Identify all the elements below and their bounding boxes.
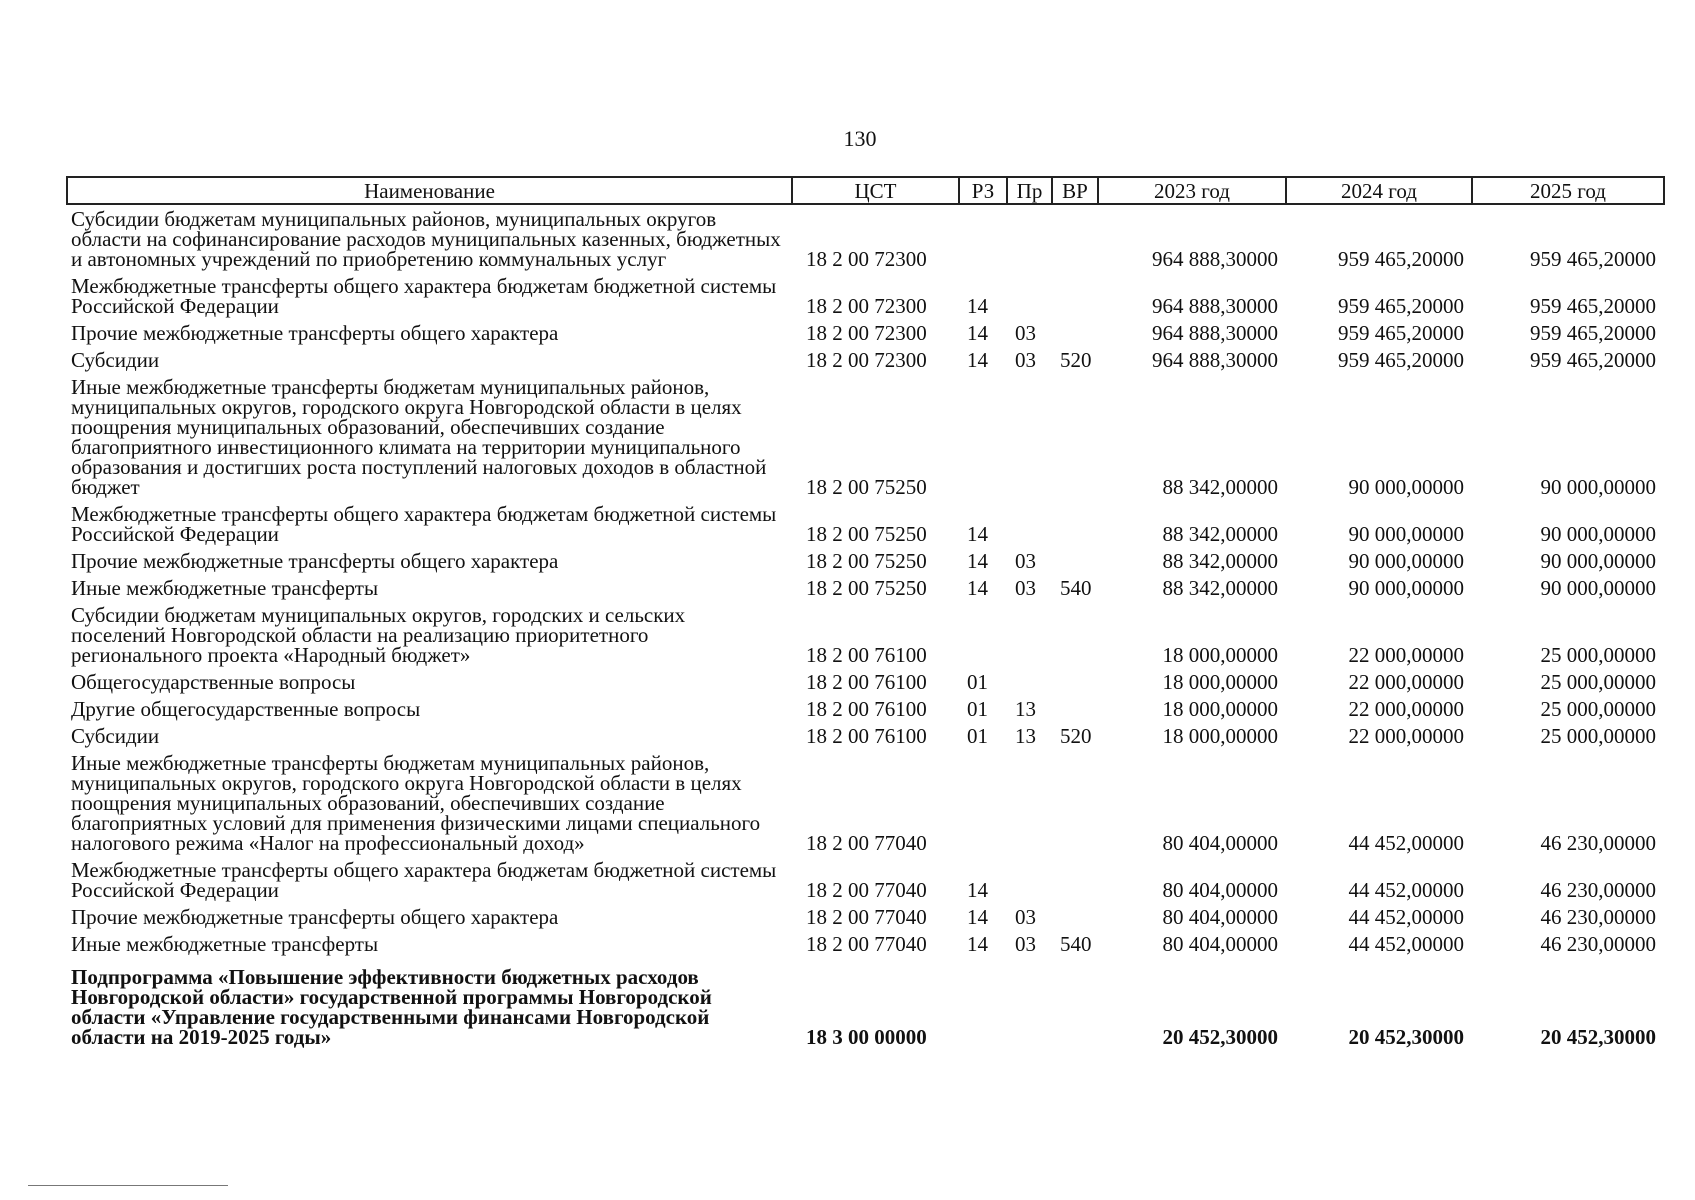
cell-2024: 959 465,20000 [1338,247,1464,271]
cell-2024: 22 000,00000 [1348,643,1464,667]
cell-rz: 14 [967,932,988,956]
cell-name: Прочие межбюджетные трансферты общего характера [71,905,559,929]
table-header [67,177,1664,204]
cell-vr [1052,272,1098,319]
cell-2025: 46 230,00000 [1540,878,1656,902]
cell-cst: 18 2 00 72300 [806,348,927,372]
cell-2023: 20 452,30000 [1162,1025,1278,1049]
cell-pr [1007,601,1052,668]
cell-vr [1052,373,1098,500]
cell-name: Другие общегосударственные вопросы [71,697,421,721]
cell-2025: 959 465,20000 [1530,247,1656,271]
cell-2024: 44 452,00000 [1348,905,1464,929]
cell-2024: 959 465,20000 [1338,294,1464,318]
cell-rz [959,957,1007,1050]
page-number: 130 [843,126,877,151]
table-row [67,856,1664,903]
cell-cst: 18 2 00 75250 [806,549,927,573]
cell-2024: 959 465,20000 [1338,348,1464,372]
cell-2025: 25 000,00000 [1540,643,1656,667]
cell-name: Межбюджетные трансферты общего характера бюджетам бюджетной системы Российской Федерации [71,502,777,546]
cell-2024: 20 452,30000 [1348,1025,1464,1049]
footer-rule [28,1185,228,1186]
cell-name: Субсидии [71,348,160,372]
cell-pr [1007,373,1052,500]
cell-pr: 13 [1015,724,1036,748]
cell-2024: 44 452,00000 [1348,932,1464,956]
table-row [67,930,1664,957]
cell-2025: 959 465,20000 [1530,348,1656,372]
cell-cst: 18 2 00 72300 [806,294,927,318]
cell-name: Субсидии бюджетам муниципальных округов, городских и сельских поселений Новгородской области на реализацию приоритетного регионального проекта «Народный бюджет» [71,603,686,667]
cell-cst: 18 2 00 77040 [806,878,927,902]
cell-pr [1007,272,1052,319]
cell-vr [1052,903,1098,930]
table-row [67,547,1664,574]
cell-2025: 25 000,00000 [1540,724,1656,748]
cell-rz [959,601,1007,668]
cell-2023: 964 888,30000 [1152,321,1278,345]
table-row [67,346,1664,373]
cell-cst: 18 3 00 00000 [806,1025,927,1049]
cell-pr: 03 [1015,348,1036,372]
cell-rz: 01 [967,697,988,721]
cell-rz [959,373,1007,500]
cell-2023: 80 404,00000 [1162,932,1278,956]
cell-cst: 18 2 00 75250 [806,576,927,600]
cell-pr: 03 [1015,576,1036,600]
cell-2025: 25 000,00000 [1540,697,1656,721]
cell-vr [1052,500,1098,547]
table-body [67,204,1664,1050]
cell-cst: 18 2 00 77040 [806,905,927,929]
cell-cst: 18 2 00 75250 [806,475,927,499]
cell-vr [1052,204,1098,272]
table-row [67,204,1664,272]
cell-2024: 90 000,00000 [1348,475,1464,499]
cell-2023: 964 888,30000 [1152,348,1278,372]
cell-2025: 25 000,00000 [1540,670,1656,694]
cell-2025: 90 000,00000 [1540,522,1656,546]
cell-pr: 03 [1015,549,1036,573]
cell-2025: 46 230,00000 [1540,905,1656,929]
cell-name: Иные межбюджетные трансферты [71,932,379,956]
cell-2024: 22 000,00000 [1348,670,1464,694]
cell-pr [1007,957,1052,1050]
cell-name: Иные межбюджетные трансферты бюджетам муниципальных районов, муниципальных округов, городского округа Новгородской области в целях поощрения муниципальных образований, обеспечивших создание благоприятного инвестиционного климата на территории муниципального образования и достигших роста поступлений налоговых доходов в областной бюджет [71,375,767,499]
cell-cst: 18 2 00 76100 [806,643,927,667]
cell-2023: 88 342,00000 [1162,549,1278,573]
budget-table [66,176,1665,1050]
table-row [67,903,1664,930]
cell-pr [1007,500,1052,547]
cell-2024: 44 452,00000 [1348,831,1464,855]
cell-2023: 18 000,00000 [1162,697,1278,721]
cell-vr [1052,957,1098,1050]
cell-pr: 13 [1015,697,1036,721]
cell-2023: 18 000,00000 [1162,724,1278,748]
cell-vr [1052,319,1098,346]
table-row [67,500,1664,547]
cell-name: Прочие межбюджетные трансферты общего характера [71,549,559,573]
table-row [67,957,1664,1050]
cell-vr [1052,749,1098,856]
cell-name: Иные межбюджетные трансферты [71,576,379,600]
cell-rz: 01 [967,670,988,694]
table-row [67,668,1664,695]
cell-2024: 90 000,00000 [1348,522,1464,546]
cell-2023: 80 404,00000 [1162,905,1278,929]
cell-2025: 90 000,00000 [1540,475,1656,499]
cell-rz: 14 [967,905,988,929]
cell-rz [959,749,1007,856]
header-2024: 2024 год [1286,177,1472,204]
header-rz: РЗ [959,177,1007,204]
cell-2024: 90 000,00000 [1348,549,1464,573]
cell-name: Прочие межбюджетные трансферты общего характера [71,321,559,345]
cell-rz [959,204,1007,272]
cell-2024: 44 452,00000 [1348,878,1464,902]
cell-vr [1052,601,1098,668]
cell-vr [1052,547,1098,574]
cell-2023: 88 342,00000 [1162,475,1278,499]
table-row [67,574,1664,601]
cell-2024: 22 000,00000 [1348,697,1464,721]
cell-2024: 22 000,00000 [1348,724,1464,748]
cell-2023: 18 000,00000 [1162,643,1278,667]
cell-2025: 20 452,30000 [1540,1025,1656,1049]
cell-cst: 18 2 00 77040 [806,831,927,855]
header-name: Наименование [67,177,792,204]
cell-cst: 18 2 00 72300 [806,247,927,271]
cell-vr: 540 [1060,576,1092,600]
header-pr: Пр [1007,177,1052,204]
cell-pr: 03 [1015,905,1036,929]
cell-2023: 18 000,00000 [1162,670,1278,694]
header-2025: 2025 год [1472,177,1664,204]
cell-pr [1007,856,1052,903]
cell-2023: 80 404,00000 [1162,878,1278,902]
cell-2025: 959 465,20000 [1530,294,1656,318]
cell-vr: 540 [1060,932,1092,956]
table-row [67,749,1664,856]
cell-vr: 520 [1060,348,1092,372]
cell-pr: 03 [1015,932,1036,956]
cell-cst: 18 2 00 76100 [806,670,927,694]
cell-vr: 520 [1060,724,1092,748]
cell-name: Межбюджетные трансферты общего характера бюджетам бюджетной системы Российской Федерации [71,274,777,318]
cell-name: Иные межбюджетные трансферты бюджетам муниципальных районов, муниципальных округов, городского округа Новгородской области в целях поощрения муниципальных образований, обеспечивших создание благоприятных условий для применения физическими лицами специального налогового режима «Налог на профессиональный доход» [71,751,761,855]
header-cst: ЦСТ [792,177,959,204]
table-row [67,272,1664,319]
table-row [67,373,1664,500]
cell-name: Субсидии бюджетам муниципальных районов, муниципальных округов области на софинансирование расходов муниципальных казенных, бюджетных и автономных учреждений по приобретению коммунальных услуг [71,207,781,271]
table-row [67,319,1664,346]
cell-2024: 90 000,00000 [1348,576,1464,600]
cell-vr [1052,695,1098,722]
cell-2023: 964 888,30000 [1152,247,1278,271]
cell-pr [1007,668,1052,695]
cell-rz: 14 [967,878,988,902]
cell-2023: 80 404,00000 [1162,831,1278,855]
table-row [67,601,1664,668]
cell-pr [1007,749,1052,856]
cell-rz: 14 [967,348,988,372]
cell-vr [1052,856,1098,903]
cell-cst: 18 2 00 76100 [806,697,927,721]
table-row [67,695,1664,722]
cell-2024: 959 465,20000 [1338,321,1464,345]
cell-2025: 959 465,20000 [1530,321,1656,345]
cell-pr [1007,204,1052,272]
cell-name: Подпрограмма «Повышение эффективности бюджетных расходов Новгородской области» государственной программы Новгородской области «Управление государственными финансами Новгородской области на 2019-2025 годы» [71,965,712,1049]
cell-cst: 18 2 00 72300 [806,321,927,345]
table-row [67,722,1664,749]
cell-2023: 88 342,00000 [1162,576,1278,600]
cell-2025: 90 000,00000 [1540,576,1656,600]
cell-name: Субсидии [71,724,160,748]
header-2023: 2023 год [1098,177,1286,204]
cell-rz: 14 [967,549,988,573]
cell-cst: 18 2 00 77040 [806,932,927,956]
cell-cst: 18 2 00 76100 [806,724,927,748]
cell-name: Межбюджетные трансферты общего характера бюджетам бюджетной системы Российской Федерации [71,858,777,902]
cell-rz: 14 [967,576,988,600]
header-vr: ВР [1052,177,1098,204]
cell-2023: 88 342,00000 [1162,522,1278,546]
cell-pr: 03 [1015,321,1036,345]
cell-2023: 964 888,30000 [1152,294,1278,318]
cell-2025: 46 230,00000 [1540,932,1656,956]
cell-2025: 90 000,00000 [1540,549,1656,573]
cell-rz: 14 [967,522,988,546]
cell-rz: 01 [967,724,988,748]
cell-name: Общегосударственные вопросы [71,670,356,694]
cell-rz: 14 [967,321,988,345]
cell-2025: 46 230,00000 [1540,831,1656,855]
cell-rz: 14 [967,294,988,318]
cell-cst: 18 2 00 75250 [806,522,927,546]
cell-vr [1052,668,1098,695]
